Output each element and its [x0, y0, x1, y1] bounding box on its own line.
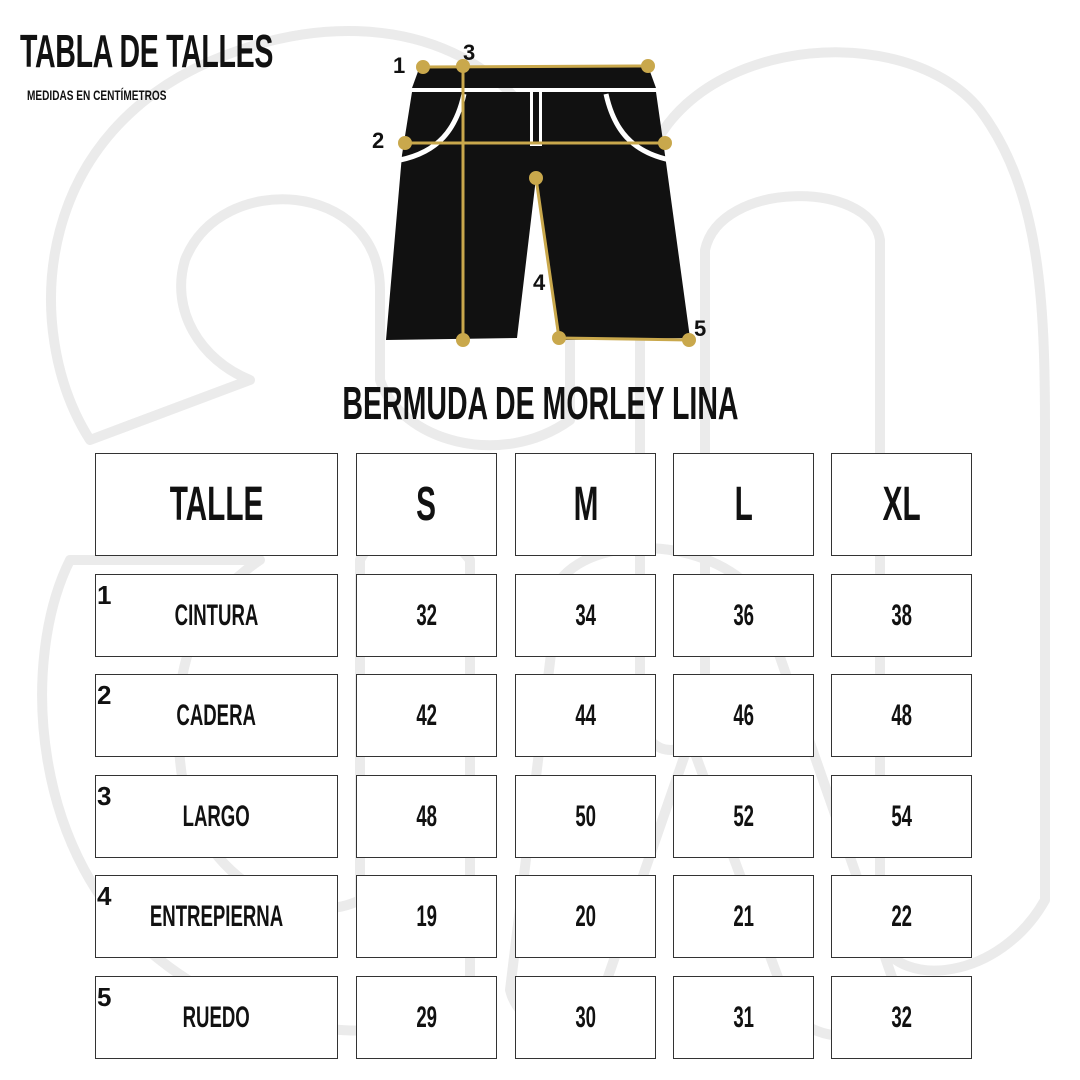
table-header-size-xl	[831, 453, 972, 556]
page-title: TABLA DE TALLES	[20, 25, 274, 77]
marker-3: 3	[463, 40, 476, 65]
cell-value: 34	[575, 598, 596, 632]
table-cell	[673, 775, 814, 858]
cell-value: 36	[733, 598, 754, 632]
units-subtitle: MEDIDAS EN CENTÍMETROS	[27, 87, 167, 103]
row-label: LARGO	[182, 799, 251, 833]
table-cell	[673, 875, 814, 958]
table-cell	[515, 674, 656, 757]
table-cell	[831, 775, 972, 858]
table-cell	[356, 574, 497, 657]
table-header-talle	[95, 453, 338, 556]
table-cell	[515, 775, 656, 858]
cell-value: 52	[733, 799, 754, 833]
table-cell	[673, 574, 814, 657]
table-header-size-s	[356, 453, 497, 556]
table-cell	[831, 574, 972, 657]
table-cell	[515, 875, 656, 958]
cell-value: 20	[575, 899, 596, 933]
table-row-label-cintura	[95, 574, 338, 657]
table-cell	[673, 976, 814, 1059]
table-cell	[515, 574, 656, 657]
cell-value: 44	[575, 698, 596, 732]
marker-1: 1	[393, 53, 406, 78]
cell-value: 30	[575, 1000, 596, 1034]
table-cell	[831, 674, 972, 757]
cell-value: 19	[416, 899, 437, 933]
header-talle-label: TALLE	[169, 477, 264, 531]
cell-value: 48	[416, 799, 437, 833]
shorts-illustration	[386, 66, 690, 340]
table-row-label-cadera	[95, 674, 338, 757]
cell-value: 50	[575, 799, 596, 833]
table-row-label-entrepierna	[95, 875, 338, 958]
row-number: 5	[97, 982, 112, 1012]
cell-value: 32	[891, 1000, 912, 1034]
size-l-label: L	[734, 477, 753, 531]
marker-4: 4	[533, 270, 546, 295]
table-row-label-ruedo	[95, 976, 338, 1059]
table-cell	[356, 674, 497, 757]
row-number: 2	[97, 680, 112, 710]
cell-value: 29	[416, 1000, 437, 1034]
table-cell	[673, 674, 814, 757]
row-label: CADERA	[176, 698, 257, 732]
table-cell	[515, 976, 656, 1059]
table-row-label-largo	[95, 775, 338, 858]
cell-value: 22	[891, 899, 912, 933]
table-cell	[356, 976, 497, 1059]
cell-value: 42	[416, 698, 437, 732]
cell-value: 54	[891, 799, 912, 833]
product-name-text: BERMUDA DE MORLEY LINA	[341, 377, 739, 429]
size-m-label: M	[573, 477, 598, 531]
table-cell	[356, 775, 497, 858]
row-label: RUEDO	[182, 1000, 251, 1034]
size-s-label: S	[416, 477, 437, 531]
product-name	[0, 377, 1080, 429]
cell-value: 48	[891, 698, 912, 732]
cell-value: 46	[733, 698, 754, 732]
shorts-measurement-diagram	[360, 30, 730, 360]
cell-value: 21	[733, 899, 754, 933]
table-cell	[831, 875, 972, 958]
row-label: ENTREPIERNA	[149, 899, 284, 933]
marker-2: 2	[372, 128, 385, 153]
table-header-size-m	[515, 453, 656, 556]
row-number: 3	[97, 781, 112, 811]
row-number: 1	[97, 580, 112, 610]
row-label: CINTURA	[174, 598, 259, 632]
cell-value: 31	[733, 1000, 754, 1034]
cell-value: 38	[891, 598, 912, 632]
size-xl-label: XL	[882, 477, 921, 531]
cell-value: 32	[416, 598, 437, 632]
table-cell	[356, 875, 497, 958]
table-header-size-l	[673, 453, 814, 556]
marker-5: 5	[694, 316, 707, 341]
row-number: 4	[97, 881, 112, 911]
table-cell	[831, 976, 972, 1059]
